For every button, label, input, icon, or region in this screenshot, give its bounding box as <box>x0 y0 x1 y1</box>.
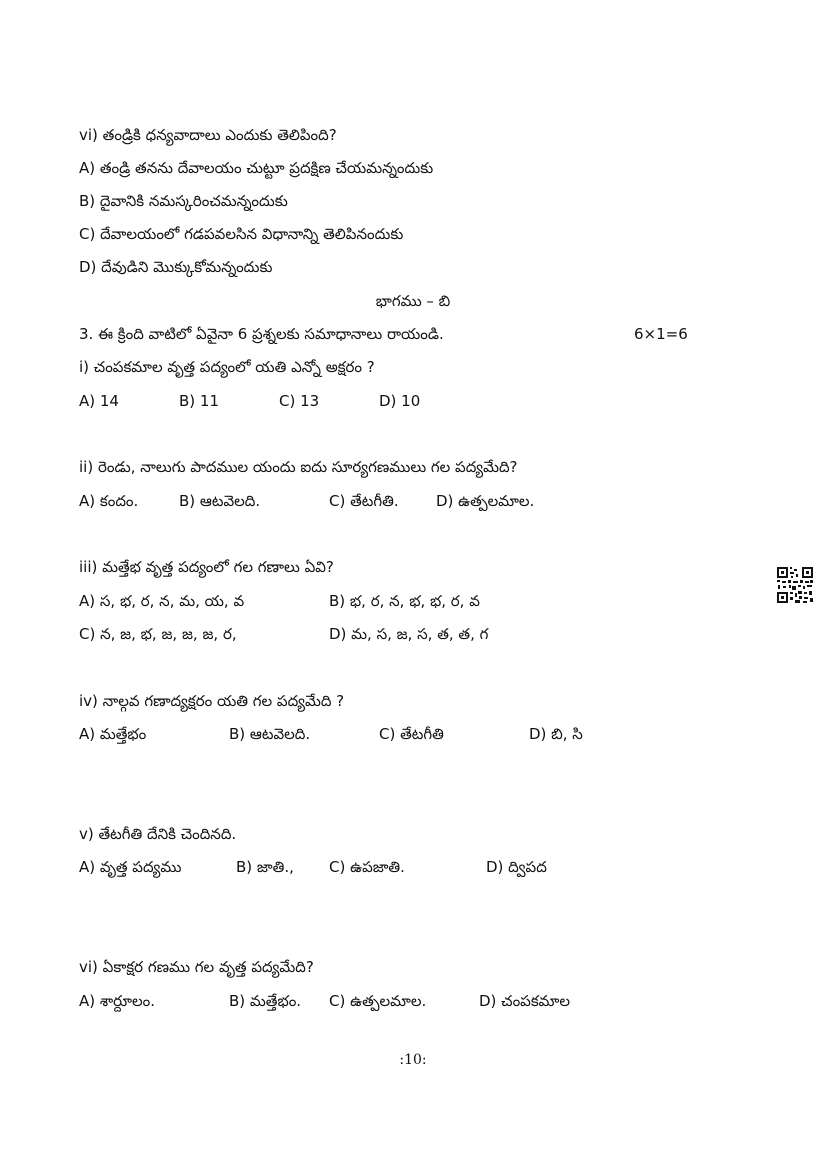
question-4-text: iv) నాల్గవ గణాద్యక్షరం యతి గల పద్యమేది ? <box>79 692 345 710</box>
question-1-option-c: C) 13 <box>279 392 320 410</box>
instruction-marks: 6×1=6 <box>634 325 688 343</box>
prev-option-c: C) దేవాలయంలో గడపవలసిన విధానాన్ని తెలిపినందుకు <box>79 225 404 243</box>
question-6-option-c: C) ఉత్పలమాల. <box>329 992 427 1010</box>
question-5-option-c: C) ఉపజాతి. <box>329 858 405 876</box>
prev-question-text: vi) తండ్రికి ధన్యవాదాలు ఎందుకు తెలిపింది? <box>79 126 337 144</box>
section-heading: భాగము – బి <box>375 292 451 310</box>
question-5-text: v) తేటగీతి దేనికి చెందినది. <box>79 825 237 843</box>
question-5-option-a: A) వృత్త పద్యము <box>79 858 182 876</box>
qr-code-icon <box>776 566 814 604</box>
question-6-option-d: D) చంపకమాల <box>479 992 570 1010</box>
question-5-option-b: B) జాతి., <box>236 858 294 876</box>
question-3-option-b: B) భ, ర, న, భ, భ, ర, వ <box>329 592 480 610</box>
question-1-option-b: B) 11 <box>179 392 219 410</box>
question-4-option-a: A) మత్తేభం <box>79 725 147 743</box>
question-6-option-b: B) మత్తేభం. <box>229 992 302 1010</box>
question-3-text: iii) మత్తేభ వృత్త పద్యంలో గల గణాలు ఏవి? <box>79 558 334 576</box>
question-2-option-c: C) తేటగీతి. <box>329 492 399 510</box>
question-2-option-d: D) ఉత్పలమాల. <box>436 492 535 510</box>
question-1-text: i) చంపకమాల వృత్త పద్యంలో యతి ఎన్నో అక్షరం ? <box>79 358 375 376</box>
question-3-option-a: A) స, భ, ర, న, మ, య, వ <box>79 592 245 610</box>
question-3-option-d: D) మ, స, జ, స, త, త, గ <box>329 625 489 643</box>
question-2-text: ii) రెండు, నాలుగు పాదముల యందు ఐదు సూర్యగణములు గల పద్యమేది? <box>79 458 518 476</box>
question-6-option-a: A) శార్దూలం. <box>79 992 156 1010</box>
prev-option-d: D) దేవుడిని మొక్కుకోమన్నందుకు <box>79 258 273 276</box>
question-4-option-d: D) బి, సి <box>529 725 583 743</box>
question-5-option-d: D) ద్విపద <box>486 858 547 876</box>
page-number: :10: <box>399 1052 427 1068</box>
question-2-option-a: A) కందం. <box>79 492 139 510</box>
question-1-option-d: D) 10 <box>379 392 421 410</box>
question-4-option-b: B) ఆటవెలది. <box>229 725 311 743</box>
question-1-option-a: A) 14 <box>79 392 119 410</box>
question-2-option-b: B) ఆటవెలది. <box>179 492 261 510</box>
question-3-option-c: C) న, జ, భ, జ, జ, జ, ర, <box>79 625 237 643</box>
instruction-text: 3. ఈ క్రింది వాటిలో ఏవైనా 6 ప్రశ్నలకు సమాధానాలు రాయండి. <box>79 325 444 343</box>
prev-option-a: A) తండ్రి తనను దేవాలయం చుట్టూ ప్రదక్షిణ చేయమన్నందుకు <box>79 159 434 177</box>
prev-option-b: B) దైవానికి నమస్కరించమన్నందుకు <box>79 192 288 210</box>
question-4-option-c: C) తేటగీతి <box>379 725 444 743</box>
question-6-text: vi) ఏకాక్షర గణము గల వృత్త పద్యమేది? <box>79 958 314 976</box>
